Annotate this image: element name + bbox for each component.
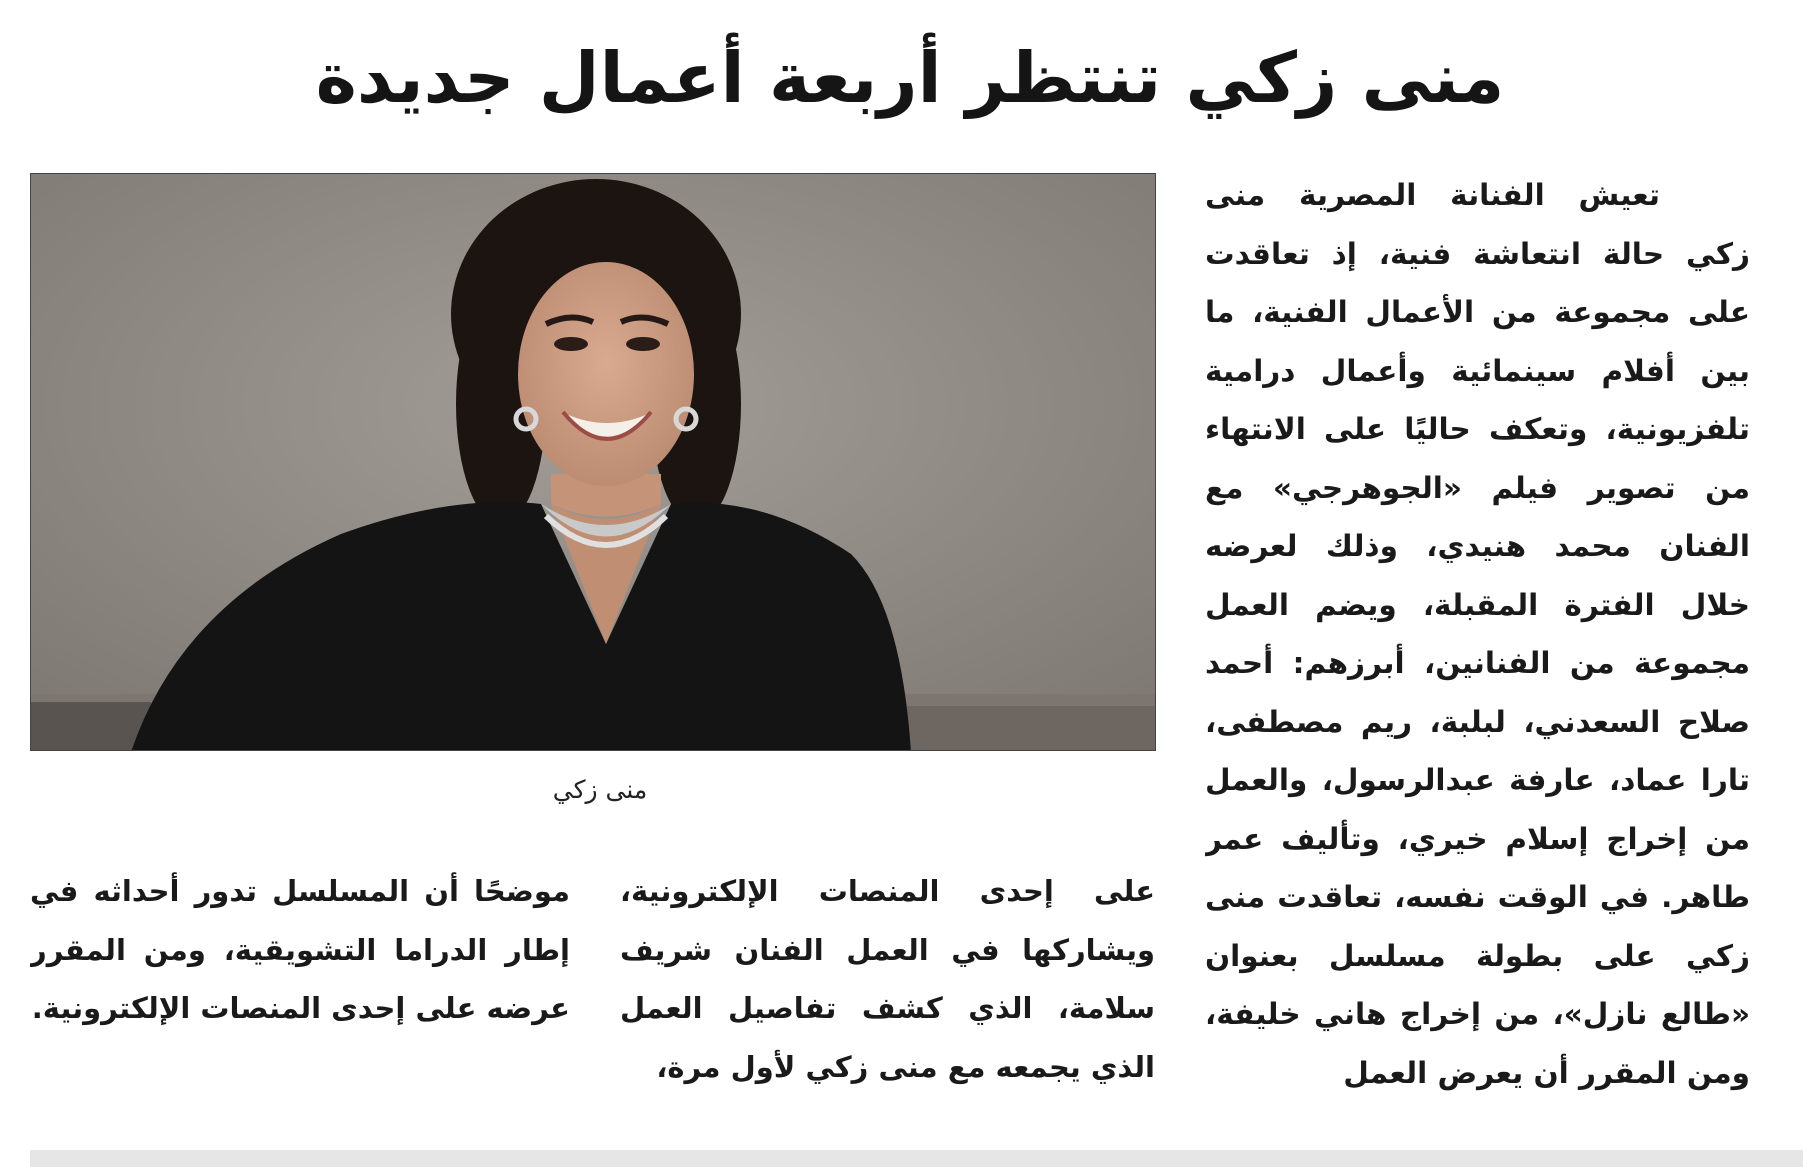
- photo-caption: منى زكي: [552, 775, 648, 804]
- article-column-right: [1205, 166, 1750, 1096]
- footer-band: [30, 1150, 1803, 1167]
- article-text-middle: على إحدى المنصات الإلكترونية، ويشاركها في العمل الفنان شريف سلامة، الذي كشف تفاصيل العمل الذي يجمعه مع منى زكي لأول مرة،: [620, 874, 1155, 1084]
- headline: منى زكي تنتظر أربعة أعمال جديدة: [315, 37, 1505, 119]
- article-column-middle: [620, 862, 1155, 1102]
- article-column-left: [30, 862, 570, 1102]
- portrait-illustration: [31, 174, 1156, 751]
- article-text-left: موضحًا أن المسلسل تدور أحداثه في إطار الدراما التشويقية، ومن المقرر عرضه على إحدى المنصات الإلكترونية.: [30, 874, 570, 1025]
- article-photo: [30, 173, 1156, 751]
- article-text-right: تعيش الفنانة المصرية منى زكي حالة انتعاشة فنية، إذ تعاقدت على مجموعة من الأعمال الفنية، ما بين أفلام سينمائية وأعمال درامية تلفزيونية، وتعكف حاليًا على الانتهاء من تصوير فيلم «الجوهرجي» مع الفنان محمد هنيدي، وذلك لعرضه خلال الفترة المقبلة، ويضم العمل مجموعة من الفنانين، أبرزهم: أحمد صلاح السعدني، لبلبة، ريم مصطفى، تارا عماد، عارفة عبدالرسول، والعمل من إخراج إسلام خيري، وتأليف عمر طاهر. في الوقت نفسه، تعاقدت منى زكي على بطولة مسلسل بعنوان «طالع نازل»، من إخراج هاني خليفة، ومن المقرر أن يعرض العمل: [1205, 178, 1750, 1090]
